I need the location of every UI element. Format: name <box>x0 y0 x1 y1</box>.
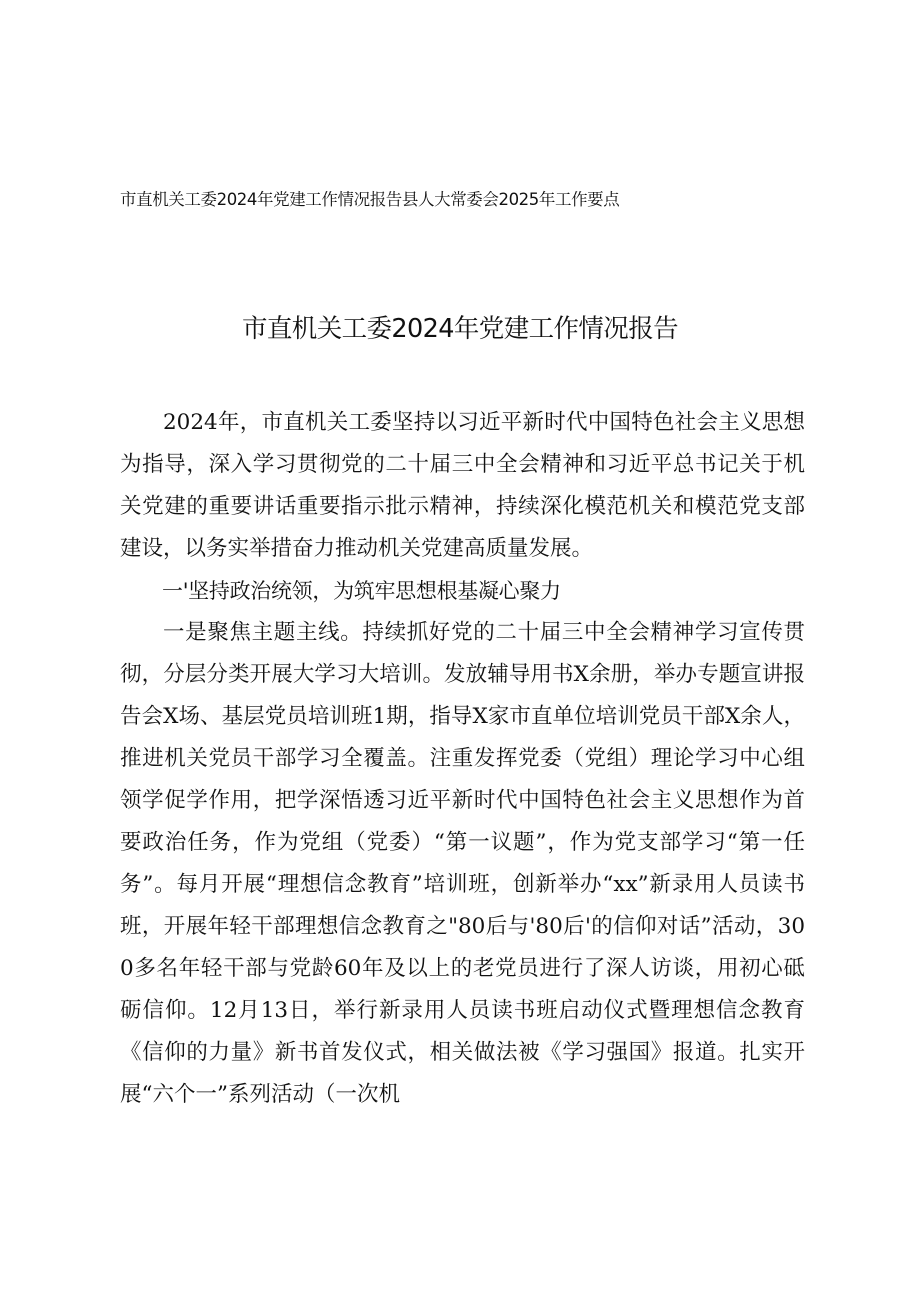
section-paragraph: 一是聚焦主题主线。持续抓好党的二十届三中全会精神学习宣传贯彻，分层分类开展大学习大培训。发放辅导用书X余册，举办专题宣讲报告会X场、基层党员培训班1期，指导X家市直单位培训党员干部X余人，推进机关党员干部学习全覆盖。注重发挥党委（党组）理论学习中心组领学促学作用，把学深悟透习近平新时代中国特色社会主义思想作为首要政治任务，作为党组（党委）“第一议题”，作为党支部学习“第一任务”。每月开展“理想信念教育”培训班，创新举办“xx”新录用人员读书班，开展年轻干部理想信念教育之"80后与'80后'的信仰对话”活动，300多名年轻干部与党龄60年及以上的老党员进行了深人访谈，用初心砥砺信仰。12月13日，举行新录用人员读书班启动仪式暨理想信念教育《信仰的力量》新书首发仪式，相关做法被《学习强国》报道。扎实开展“六个一”系列活动（一次机 <box>120 620 805 1107</box>
document-body <box>120 402 805 1116</box>
intro-paragraph: 2024年，市直机关工委坚持以习近平新时代中国特色社会主义思想为指导，深入学习贯彻党的二十届三中全会精神和习近平总书记关于机关党建的重要讲话重要指示批示精神，持续深化模范机关和模范党支部建设，以务实举措奋力推动机关党建高质量发展。 <box>120 410 805 561</box>
section-heading: 一'坚持政治统领，为筑牢思想根基凝心聚力 <box>162 579 561 603</box>
document-header-line: 市直机关工委2024年党建工作情况报告县人大常委会2025年工作要点 <box>120 190 620 209</box>
document-title: 市直机关工委2024年党建工作情况报告 <box>242 314 678 344</box>
